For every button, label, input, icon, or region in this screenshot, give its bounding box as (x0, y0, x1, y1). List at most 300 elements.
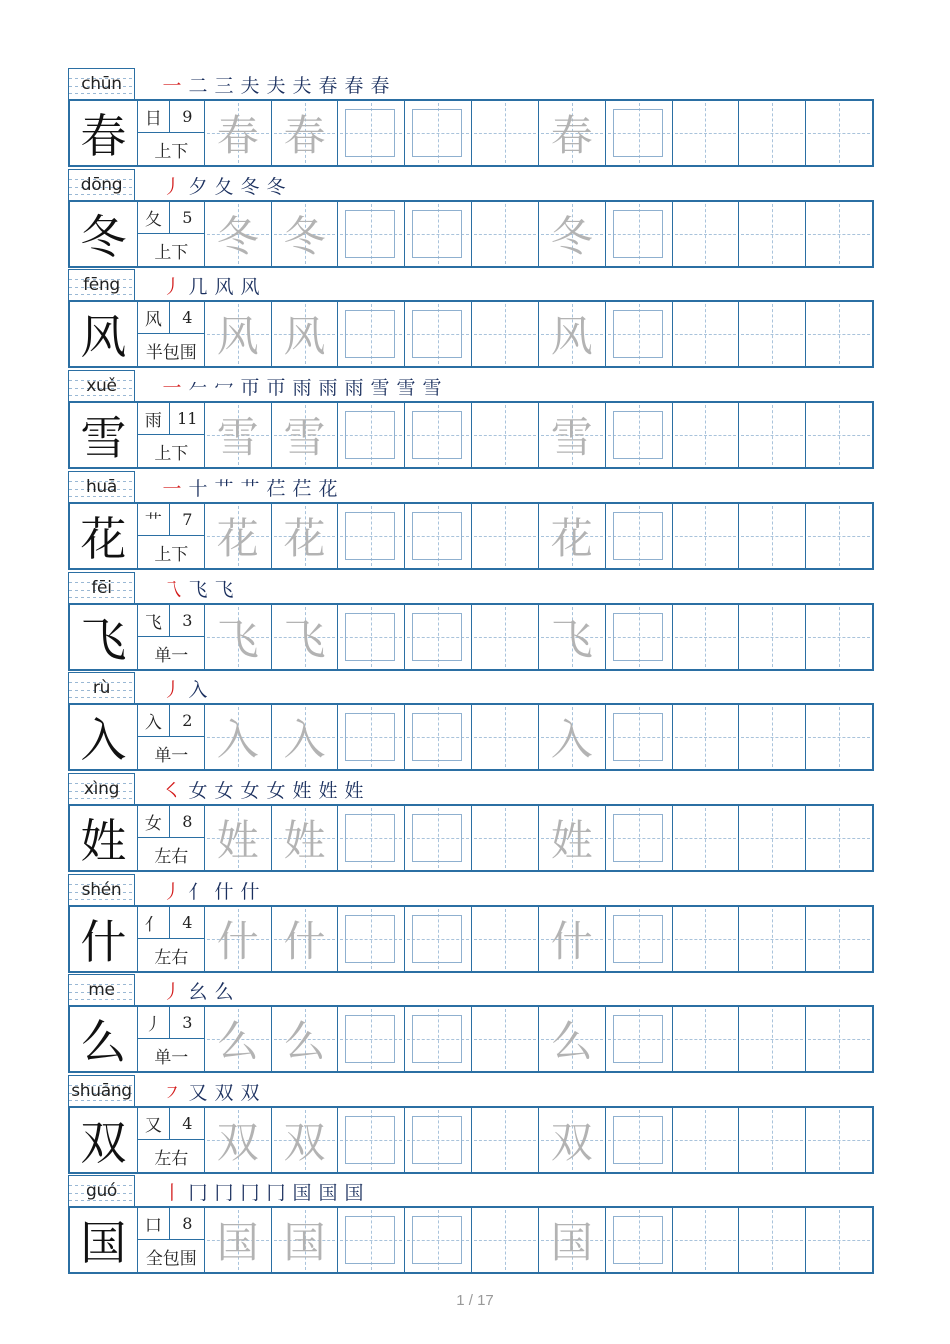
practice-square-cell (605, 302, 672, 366)
tracing-character: 冬 (550, 212, 593, 261)
page-indicator: 1 / 17 (456, 1292, 494, 1309)
pinyin-label: fēi (68, 572, 135, 603)
stroke-step: 女 (266, 780, 286, 802)
inner-square (345, 411, 395, 459)
blank-practice-cell (471, 1007, 538, 1071)
character-info (137, 1108, 204, 1172)
blank-practice-cell (738, 806, 805, 870)
pinyin-label: me (68, 974, 135, 1005)
inner-square (412, 109, 462, 157)
stroke-step: 冂 (266, 1182, 286, 1204)
stroke-count: 7 (170, 504, 205, 536)
inner-square (345, 310, 395, 358)
stroke-order-sequence (160, 70, 392, 98)
stroke-step: 夫 (292, 75, 312, 97)
character-info (137, 1007, 204, 1071)
stroke-count: 2 (170, 705, 205, 737)
inner-square (345, 613, 395, 661)
tracing-character: 入 (216, 715, 259, 764)
stroke-step: 风 (214, 276, 234, 298)
stroke-step: 雨 (292, 377, 312, 399)
tracing-character: 双 (283, 1118, 326, 1167)
stroke-order-sequence (160, 171, 288, 199)
tracing-character: 春 (216, 111, 259, 160)
tracing-character: 什 (216, 917, 259, 966)
writing-grid-row (68, 401, 874, 469)
blank-practice-cell (672, 705, 739, 769)
tracing-character: 姓 (216, 816, 259, 865)
model-character: 飞 (80, 613, 127, 667)
tracing-cell (538, 1208, 605, 1272)
character-entry (68, 874, 874, 975)
stroke-step: ㇛ (162, 780, 182, 802)
stroke-count: 5 (170, 202, 205, 234)
tracing-cell (204, 403, 271, 467)
stroke-count: 11 (170, 403, 205, 435)
practice-square-cell (605, 1208, 672, 1272)
inner-square (412, 310, 462, 358)
structure-label: 左右 (154, 1148, 189, 1169)
blank-practice-cell (672, 302, 739, 366)
tracing-cell (271, 202, 338, 266)
stroke-count: 3 (170, 605, 205, 637)
stroke-step: 双 (214, 1082, 234, 1104)
stroke-step: 丿 (162, 881, 182, 903)
tracing-character: 飞 (216, 615, 259, 664)
stroke-step: 春 (344, 75, 364, 97)
tracing-cell (538, 1108, 605, 1172)
inner-square (345, 1116, 395, 1164)
tracing-cell (271, 806, 338, 870)
practice-square-cell (404, 101, 471, 165)
tracing-character: 么 (283, 1017, 326, 1066)
blank-practice-cell (471, 403, 538, 467)
structure-label: 上下 (154, 544, 189, 565)
practice-square-cell (337, 1208, 404, 1272)
stroke-step: 女 (240, 780, 260, 802)
inner-square (345, 713, 395, 761)
blank-practice-cell (471, 1208, 538, 1272)
stroke-step: 国 (344, 1182, 364, 1204)
inner-square (345, 1015, 395, 1063)
character-entry (68, 1075, 874, 1176)
character-entry (68, 269, 874, 370)
practice-square-cell (605, 504, 672, 568)
tracing-character: 双 (550, 1118, 593, 1167)
inner-square (345, 210, 395, 258)
stroke-step: 芢 (266, 478, 286, 500)
inner-square (412, 411, 462, 459)
stroke-step: 𠂉 (188, 377, 208, 399)
blank-practice-cell (805, 705, 872, 769)
practice-square-cell (404, 302, 471, 366)
inner-square (613, 310, 663, 358)
model-character: 风 (80, 310, 127, 364)
stroke-order-sequence (160, 775, 366, 803)
character-entry (68, 1175, 874, 1276)
character-info (137, 907, 204, 971)
tracing-cell (204, 1108, 271, 1172)
blank-practice-cell (738, 504, 805, 568)
radical-label: 飞 (138, 605, 170, 637)
stroke-step: 冬 (266, 176, 286, 198)
structure-label: 单一 (154, 645, 189, 666)
character-entry (68, 974, 874, 1075)
stroke-order-sequence (160, 674, 210, 702)
blank-practice-cell (471, 605, 538, 669)
stroke-step: 又 (188, 1082, 208, 1104)
tracing-cell (538, 806, 605, 870)
pinyin-label: huā (68, 471, 135, 502)
stroke-step: 姓 (344, 780, 364, 802)
inner-square (613, 915, 663, 963)
blank-practice-cell (805, 605, 872, 669)
practice-square-cell (605, 605, 672, 669)
stroke-step: 帀 (240, 377, 260, 399)
radical-label: 雨 (138, 403, 170, 435)
structure-label: 半包围 (145, 342, 197, 363)
stroke-step: 女 (214, 780, 234, 802)
stroke-step: 艹 (240, 478, 260, 500)
tracing-character: 春 (550, 111, 593, 160)
tracing-character: 什 (550, 917, 593, 966)
inner-square (613, 109, 663, 157)
stroke-step: 雪 (396, 377, 416, 399)
tracing-character: 冬 (216, 212, 259, 261)
tracing-character: 风 (283, 312, 326, 361)
stroke-order-sequence (160, 574, 236, 602)
practice-square-cell (404, 1007, 471, 1071)
tracing-cell (271, 1108, 338, 1172)
writing-grid-row (68, 1005, 874, 1073)
tracing-cell (271, 605, 338, 669)
tracing-character: 姓 (283, 816, 326, 865)
writing-grid-row (68, 804, 874, 872)
tracing-cell (538, 504, 605, 568)
practice-square-cell (337, 504, 404, 568)
pinyin-label: shén (68, 874, 135, 905)
tracing-cell (271, 504, 338, 568)
tracing-cell (271, 1208, 338, 1272)
tracing-character: 雪 (216, 413, 259, 462)
inner-square (412, 613, 462, 661)
stroke-step: 雨 (344, 377, 364, 399)
stroke-step: 三 (214, 75, 234, 97)
blank-practice-cell (471, 504, 538, 568)
radical-label: 丿 (138, 1007, 170, 1039)
inner-square (345, 814, 395, 862)
blank-practice-cell (738, 605, 805, 669)
radical-label: 艹 (138, 504, 170, 536)
tracing-character: 风 (550, 312, 593, 361)
stroke-step: 丿 (162, 176, 182, 198)
structure-label: 单一 (154, 745, 189, 766)
blank-practice-cell (805, 1007, 872, 1071)
pinyin-label: dōng (68, 169, 135, 200)
character-info (137, 806, 204, 870)
tracing-cell (538, 907, 605, 971)
stroke-order-sequence (160, 372, 444, 400)
character-info (137, 504, 204, 568)
stroke-step: 么 (214, 981, 234, 1003)
character-entry (68, 773, 874, 874)
tracing-cell (538, 202, 605, 266)
practice-square-cell (337, 202, 404, 266)
blank-practice-cell (805, 504, 872, 568)
structure-label: 上下 (154, 141, 189, 162)
tracing-cell (204, 705, 271, 769)
stroke-step: 亻 (188, 881, 208, 903)
inner-square (613, 713, 663, 761)
tracing-character: 花 (550, 514, 593, 563)
stroke-step: 一 (162, 75, 182, 97)
tracing-cell (271, 302, 338, 366)
blank-practice-cell (672, 403, 739, 467)
stroke-step: 雨 (318, 377, 338, 399)
stroke-step: 乁 (162, 579, 182, 601)
writing-grid-row (68, 502, 874, 570)
pinyin-label: rù (68, 672, 135, 703)
pinyin-label: xuě (68, 370, 135, 401)
inner-square (345, 1216, 395, 1264)
tracing-cell (204, 1208, 271, 1272)
writing-grid-row (68, 300, 874, 368)
stroke-step: 幺 (188, 981, 208, 1003)
stroke-step: 夂 (214, 176, 234, 198)
inner-square (613, 411, 663, 459)
stroke-step: 雪 (370, 377, 390, 399)
blank-practice-cell (672, 1108, 739, 1172)
writing-grid-row (68, 1206, 874, 1274)
radical-label: 日 (138, 101, 170, 133)
practice-square-cell (337, 705, 404, 769)
stroke-step: 什 (240, 881, 260, 903)
stroke-step: 丨 (162, 1182, 182, 1204)
model-character: 国 (80, 1216, 127, 1270)
stroke-step: 什 (214, 881, 234, 903)
character-entry (68, 68, 874, 169)
tracing-cell (204, 202, 271, 266)
character-info (137, 202, 204, 266)
stroke-step: 冬 (240, 176, 260, 198)
stroke-count: 4 (170, 907, 205, 939)
character-info (137, 403, 204, 467)
blank-practice-cell (672, 605, 739, 669)
inner-square (345, 915, 395, 963)
stroke-step: 一 (162, 377, 182, 399)
tracing-character: 国 (216, 1218, 259, 1267)
stroke-step: 国 (318, 1182, 338, 1204)
practice-square-cell (404, 605, 471, 669)
pinyin-label: guó (68, 1175, 135, 1206)
blank-practice-cell (805, 806, 872, 870)
inner-square (345, 512, 395, 560)
stroke-order-sequence (160, 1177, 366, 1205)
blank-practice-cell (805, 1108, 872, 1172)
writing-grid-row (68, 603, 874, 671)
structure-label: 左右 (154, 846, 189, 867)
character-info (137, 605, 204, 669)
tracing-character: 国 (283, 1218, 326, 1267)
tracing-character: 雪 (550, 413, 593, 462)
pinyin-label: chūn (68, 68, 135, 99)
blank-practice-cell (471, 202, 538, 266)
practice-square-cell (337, 101, 404, 165)
practice-square-cell (404, 806, 471, 870)
blank-practice-cell (738, 1208, 805, 1272)
practice-square-cell (337, 403, 404, 467)
stroke-step: 冂 (188, 1182, 208, 1204)
stroke-step: 艹 (214, 478, 234, 500)
pinyin-label: xìng (68, 773, 135, 804)
stroke-step: 几 (188, 276, 208, 298)
stroke-count: 8 (170, 806, 205, 838)
character-info (137, 705, 204, 769)
practice-square-cell (404, 907, 471, 971)
stroke-count: 3 (170, 1007, 205, 1039)
character-entry (68, 672, 874, 773)
model-character: 入 (80, 713, 127, 767)
radical-label: 入 (138, 705, 170, 737)
radical-label: 亻 (138, 907, 170, 939)
blank-practice-cell (805, 403, 872, 467)
stroke-step: 十 (188, 478, 208, 500)
inner-square (613, 1216, 663, 1264)
tracing-character: 么 (550, 1017, 593, 1066)
tracing-character: 入 (283, 715, 326, 764)
stroke-step: 冖 (214, 377, 234, 399)
stroke-order-sequence (160, 271, 262, 299)
radical-label: 又 (138, 1108, 170, 1140)
writing-grid-row (68, 1106, 874, 1174)
blank-practice-cell (738, 403, 805, 467)
blank-practice-cell (471, 705, 538, 769)
tracing-cell (204, 605, 271, 669)
tracing-character: 花 (216, 514, 259, 563)
inner-square (613, 1015, 663, 1063)
stroke-order-sequence (160, 1077, 262, 1105)
tracing-character: 冬 (283, 212, 326, 261)
practice-square-cell (404, 1108, 471, 1172)
tracing-character: 国 (550, 1218, 593, 1267)
blank-practice-cell (738, 907, 805, 971)
blank-practice-cell (471, 1108, 538, 1172)
tracing-cell (538, 101, 605, 165)
blank-practice-cell (738, 705, 805, 769)
stroke-step: ㇇ (162, 1082, 182, 1104)
inner-square (412, 1015, 462, 1063)
practice-square-cell (337, 605, 404, 669)
inner-square (412, 814, 462, 862)
stroke-step: 双 (240, 1082, 260, 1104)
practice-square-cell (337, 302, 404, 366)
tracing-cell (271, 1007, 338, 1071)
stroke-step: 国 (292, 1182, 312, 1204)
blank-practice-cell (672, 1007, 739, 1071)
structure-label: 单一 (154, 1047, 189, 1068)
blank-practice-cell (471, 101, 538, 165)
stroke-order-sequence (160, 876, 262, 904)
practice-square-cell (605, 1007, 672, 1071)
model-character: 雪 (80, 411, 127, 465)
tracing-cell (204, 806, 271, 870)
practice-square-cell (605, 1108, 672, 1172)
model-character: 花 (80, 512, 127, 566)
tracing-cell (271, 705, 338, 769)
stroke-step: 入 (188, 679, 208, 701)
practice-square-cell (404, 1208, 471, 1272)
stroke-step: 冂 (240, 1182, 260, 1204)
practice-square-cell (404, 705, 471, 769)
tracing-character: 飞 (550, 615, 593, 664)
blank-practice-cell (672, 806, 739, 870)
stroke-step: 芢 (292, 478, 312, 500)
practice-square-cell (337, 1108, 404, 1172)
inner-square (412, 1216, 462, 1264)
tracing-cell (271, 907, 338, 971)
character-info (137, 1208, 204, 1272)
model-character: 双 (80, 1116, 127, 1170)
stroke-step: 夕 (188, 176, 208, 198)
tracing-cell (204, 504, 271, 568)
blank-practice-cell (738, 1108, 805, 1172)
stroke-step: 夫 (266, 75, 286, 97)
pinyin-label: shuāng (68, 1075, 135, 1106)
model-character: 么 (80, 1015, 127, 1069)
practice-square-cell (337, 806, 404, 870)
stroke-step: 姓 (318, 780, 338, 802)
writing-grid-row (68, 99, 874, 167)
inner-square (613, 1116, 663, 1164)
practice-square-cell (337, 907, 404, 971)
model-character: 姓 (80, 814, 127, 868)
stroke-step: 姓 (292, 780, 312, 802)
blank-practice-cell (805, 202, 872, 266)
inner-square (412, 512, 462, 560)
stroke-order-sequence (160, 473, 340, 501)
model-character: 冬 (80, 210, 127, 264)
inner-square (412, 210, 462, 258)
blank-practice-cell (672, 504, 739, 568)
tracing-character: 姓 (550, 816, 593, 865)
structure-label: 上下 (154, 443, 189, 464)
writing-grid-row (68, 200, 874, 268)
character-info (137, 302, 204, 366)
tracing-character: 春 (283, 111, 326, 160)
tracing-character: 双 (216, 1118, 259, 1167)
tracing-cell (538, 605, 605, 669)
tracing-character: 花 (283, 514, 326, 563)
tracing-character: 入 (550, 715, 593, 764)
tracing-cell (271, 101, 338, 165)
structure-label: 全包围 (145, 1248, 197, 1269)
tracing-cell (538, 705, 605, 769)
inner-square (412, 713, 462, 761)
practice-square-cell (605, 202, 672, 266)
blank-practice-cell (471, 907, 538, 971)
practice-square-cell (404, 403, 471, 467)
blank-practice-cell (805, 101, 872, 165)
tracing-cell (204, 1007, 271, 1071)
stroke-count: 4 (170, 302, 205, 334)
radical-label: 夂 (138, 202, 170, 234)
blank-practice-cell (805, 907, 872, 971)
tracing-character: 风 (216, 312, 259, 361)
blank-practice-cell (471, 806, 538, 870)
stroke-step: 冂 (214, 1182, 234, 1204)
stroke-step: 丿 (162, 679, 182, 701)
stroke-step: 春 (370, 75, 390, 97)
